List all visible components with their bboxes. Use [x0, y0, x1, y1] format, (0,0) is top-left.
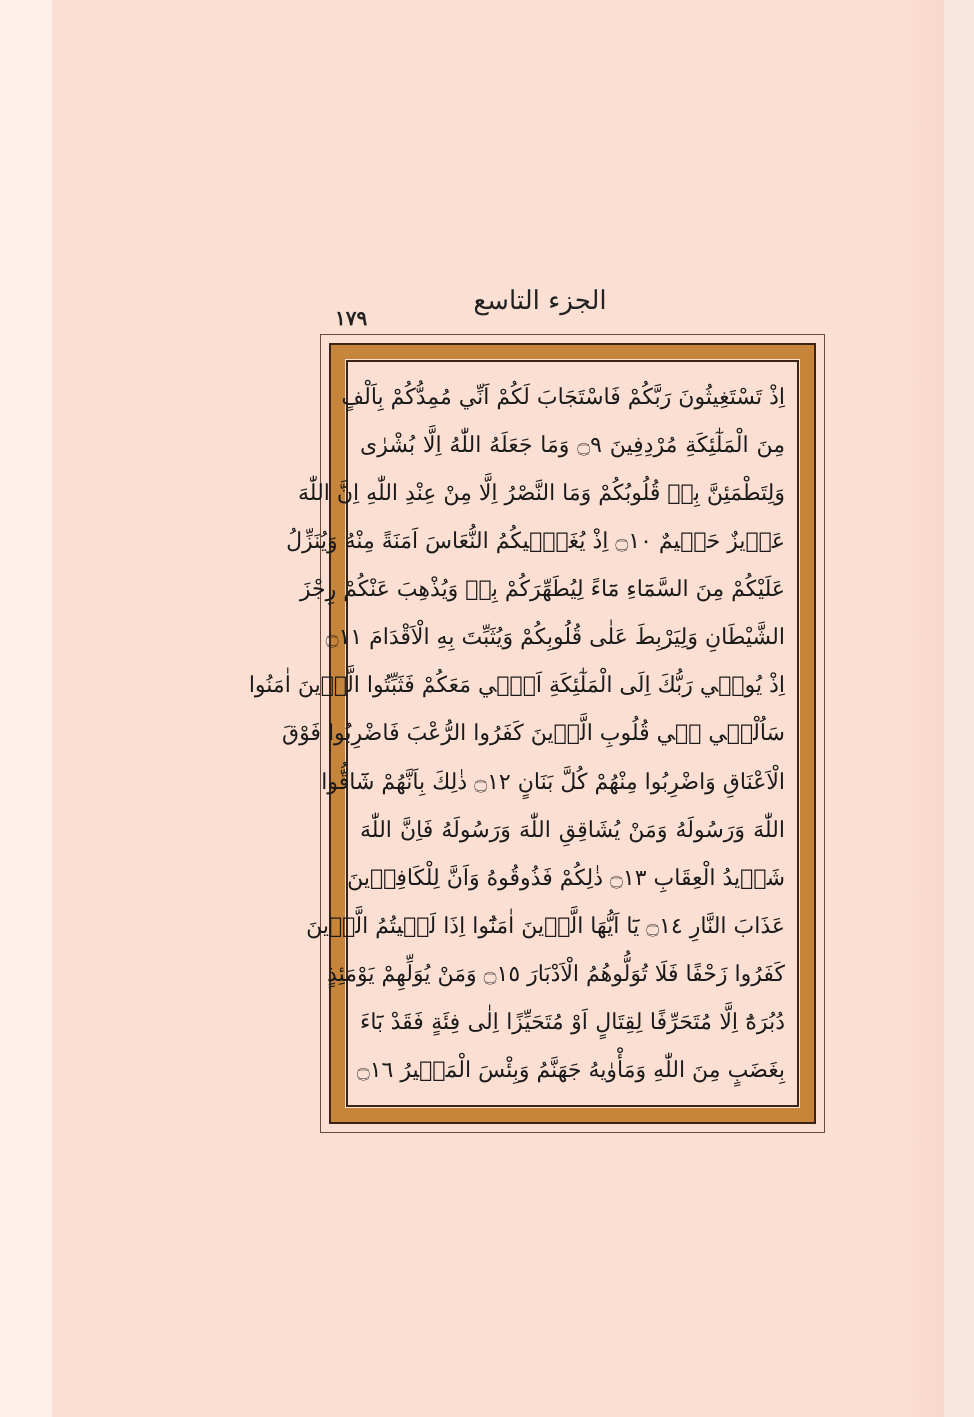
- verse-line: الشَّيْطَانِ وَلِيَرْبِطَ عَلٰى قُلُوبِكُمْ وَيُثَبِّتَ بِهِ الْاَقْدَامَ ۝١١: [325, 625, 785, 651]
- verse-line: اِذْ يُوح۪ي رَبُّكَ اِلَى الْمَلٰٓئِكَةِ اَنّ۪ي مَعَكُمْ فَثَبِّتُوا الَّذ۪ينَ اٰمَنُوا: [248, 673, 785, 699]
- verse-line: وَلِتَطْمَئِنَّ بِه۪ قُلُوبُكُمْ وَمَا النَّصْرُ اِلَّا مِنْ عِنْدِ اللّٰهِ اِنَّ اللّٰهَ: [298, 481, 785, 507]
- verse-line: سَاُلْق۪ي ف۪ي قُلُوبِ الَّذ۪ينَ كَفَرُوا الرُّعْبَ فَاضْرِبُوا فَوْقَ: [282, 721, 785, 747]
- verse-line: اِذْ تَسْتَغِيثُونَ رَبَّكُمْ فَاسْتَجَابَ لَكُمْ اَنِّي مُمِدُّكُمْ بِاَلْفٍ: [341, 385, 785, 410]
- verse-line: مِنَ الْمَلٰٓئِكَةِ مُرْدِفِينَ ۝٩ وَمَا جَعَلَهُ اللّٰهُ اِلَّا بُشْرٰى: [360, 433, 785, 459]
- verse-line: عَز۪يزٌ حَك۪يمٌ ۝١٠ اِذْ يُغَشّ۪يكُمُ النُّعَاسَ اَمَنَةً مِنْهُ وَيُنَزِّلُ: [286, 529, 785, 555]
- verse-line: دُبُرَهُٓ اِلَّا مُتَحَرِّفًا لِقِتَالٍ اَوْ مُتَحَيِّزًا اِلٰى فِئَةٍ فَقَدْ بَٓاءَ: [360, 1009, 785, 1035]
- page-number: ١٧٩: [335, 306, 368, 330]
- verse-line: عَذَابَ النَّارِ ۝١٤ يَٓا اَيُّهَا الَّذ۪ينَ اٰمَنُٓوا اِذَا لَق۪يتُمُ الَّذ۪ينَ: [306, 913, 785, 939]
- verse-line: اللّٰهَ وَرَسُولَهُ وَمَنْ يُشَاقِقِ اللّٰهَ وَرَسُولَهُ فَاِنَّ اللّٰهَ: [360, 817, 785, 843]
- left-page-margin: [0, 0, 52, 1417]
- right-page-margin: [944, 0, 974, 1417]
- juz-title: الجزء التاسع: [473, 286, 607, 316]
- verse-line: كَفَرُوا زَحْفًا فَلَا تُوَلُّوهُمُ الْاَدْبَارَ ۝١٥ وَمَنْ يُوَلِّهِمْ يَوْمَئِذٍ: [327, 961, 785, 987]
- verse-line: بِغَضَبٍ مِنَ اللّٰهِ وَمَأْوٰيهُ جَهَنَّمُ وَبِئْسَ الْمَص۪يرُ ۝١٦: [356, 1057, 785, 1083]
- verse-text-block: [248, 370, 789, 1097]
- verse-line: شَد۪يدُ الْعِقَابِ ۝١٣ ذٰلِكُمْ فَذُوقُوهُ وَاَنَّ لِلْكَافِر۪ينَ: [347, 865, 785, 891]
- verse-line: عَلَيْكُمْ مِنَ السَّمَٓاءِ مَٓاءً لِيُطَهِّرَكُمْ بِه۪ وَيُذْهِبَ عَنْكُمْ رِجْزَ: [299, 577, 785, 603]
- verse-line: الْاَعْنَاقِ وَاضْرِبُوا مِنْهُمْ كُلَّ بَنَانٍ ۝١٢ ذٰلِكَ بِاَنَّهُمْ شَٓاقُّوا: [321, 769, 785, 795]
